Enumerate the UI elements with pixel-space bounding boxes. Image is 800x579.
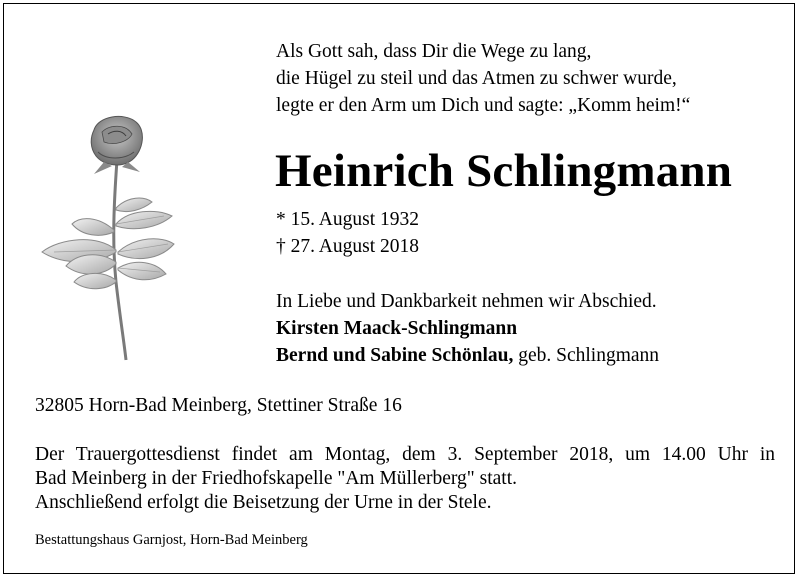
farewell-text: In Liebe und Dankbarkeit nehmen wir Abschied.: [276, 291, 657, 312]
service-info: [35, 443, 775, 515]
undertaker: Bestattungshaus Garnjost, Horn-Bad Meinberg: [35, 532, 308, 548]
service-line: Bad Meinberg in der Friedhofskapelle "Am Müllerberg" statt.: [35, 468, 518, 489]
poem: [276, 38, 690, 119]
poem-line: Als Gott sah, dass Dir die Wege zu lang,: [276, 41, 592, 62]
obituary-frame: [3, 3, 795, 574]
mourner-name-bold: Bernd und Sabine Schönlau,: [276, 345, 514, 366]
poem-line: legte er den Arm um Dich und sagte: „Komm heim!“: [276, 95, 691, 116]
mourner-name: [276, 342, 659, 369]
mourner-name-suffix: geb. Schlingmann: [513, 345, 660, 366]
mourners-block: [276, 288, 659, 369]
mourner-name: Kirsten Maack-Schlingmann: [276, 318, 518, 339]
poem-line: die Hügel zu steil und das Atmen zu schwer wurde,: [276, 68, 677, 89]
address: 32805 Horn-Bad Meinberg, Stettiner Straße 16: [35, 395, 402, 416]
rose-image: [32, 112, 182, 364]
service-line: Anschließend erfolgt die Beisetzung der Urne in der Stele.: [35, 492, 492, 513]
service-line: Der Trauergottesdienst findet am Montag, dem 3. September 2018, um 14.00 Uhr in: [35, 444, 775, 465]
deceased-name: Heinrich Schlingmann: [275, 145, 733, 197]
life-dates: [276, 206, 419, 260]
birth-date: * 15. August 1932: [276, 209, 420, 230]
death-date: † 27. August 2018: [276, 236, 420, 257]
